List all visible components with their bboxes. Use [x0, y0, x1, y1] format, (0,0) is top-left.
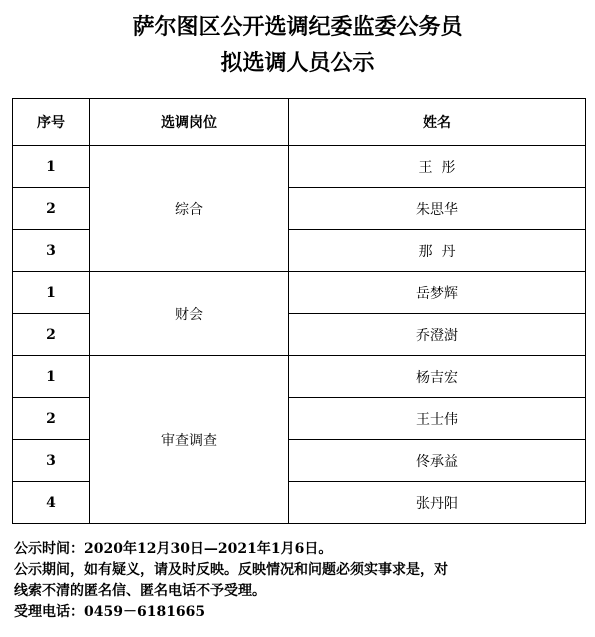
row-index: 2: [13, 398, 90, 440]
row-index: 2: [13, 314, 90, 356]
row-name: 张丹阳: [289, 482, 586, 524]
candidates-table: [12, 98, 586, 524]
row-name: 王 彤: [289, 146, 586, 188]
table-row: [13, 356, 586, 398]
notice-period: 公示时间：2020年12月30日—2021年1月6日。: [14, 541, 333, 557]
position-cell-general: 综合: [90, 146, 289, 272]
table-row: [13, 146, 586, 188]
row-index: 3: [13, 440, 90, 482]
notice-instructions: 公示期间，如有疑义，请及时反映。反映情况和问题必须实事求是，对: [14, 562, 448, 578]
position-cell-accounting: 财会: [90, 272, 289, 356]
page-title: 萨尔图区公开选调纪委监委公务员: [132, 14, 463, 40]
row-name: 佟承益: [289, 440, 586, 482]
notice-phone: 受理电话：0459－6181665: [14, 604, 206, 620]
row-name: 乔澄澍: [289, 314, 586, 356]
row-index: 4: [13, 482, 90, 524]
row-name: 朱思华: [289, 188, 586, 230]
table-header-row: [13, 99, 586, 146]
row-name: 那 丹: [289, 230, 586, 272]
notice-instructions-cont: 线索不清的匿名信、匿名电话不予受理。: [14, 583, 266, 599]
position-cell-investigation: 审查调查: [90, 356, 289, 524]
row-name: 杨吉宏: [289, 356, 586, 398]
row-name: 王士伟: [289, 398, 586, 440]
header-position: 选调岗位: [90, 99, 289, 146]
table-row: [13, 272, 586, 314]
header-index: 序号: [13, 99, 90, 146]
row-index: 2: [13, 188, 90, 230]
header-name: 姓名: [289, 99, 586, 146]
row-index: 3: [13, 230, 90, 272]
row-index: 1: [13, 272, 90, 314]
row-index: 1: [13, 146, 90, 188]
row-name: 岳梦辉: [289, 272, 586, 314]
page-subtitle: 拟选调人员公示: [220, 50, 375, 76]
row-index: 1: [13, 356, 90, 398]
